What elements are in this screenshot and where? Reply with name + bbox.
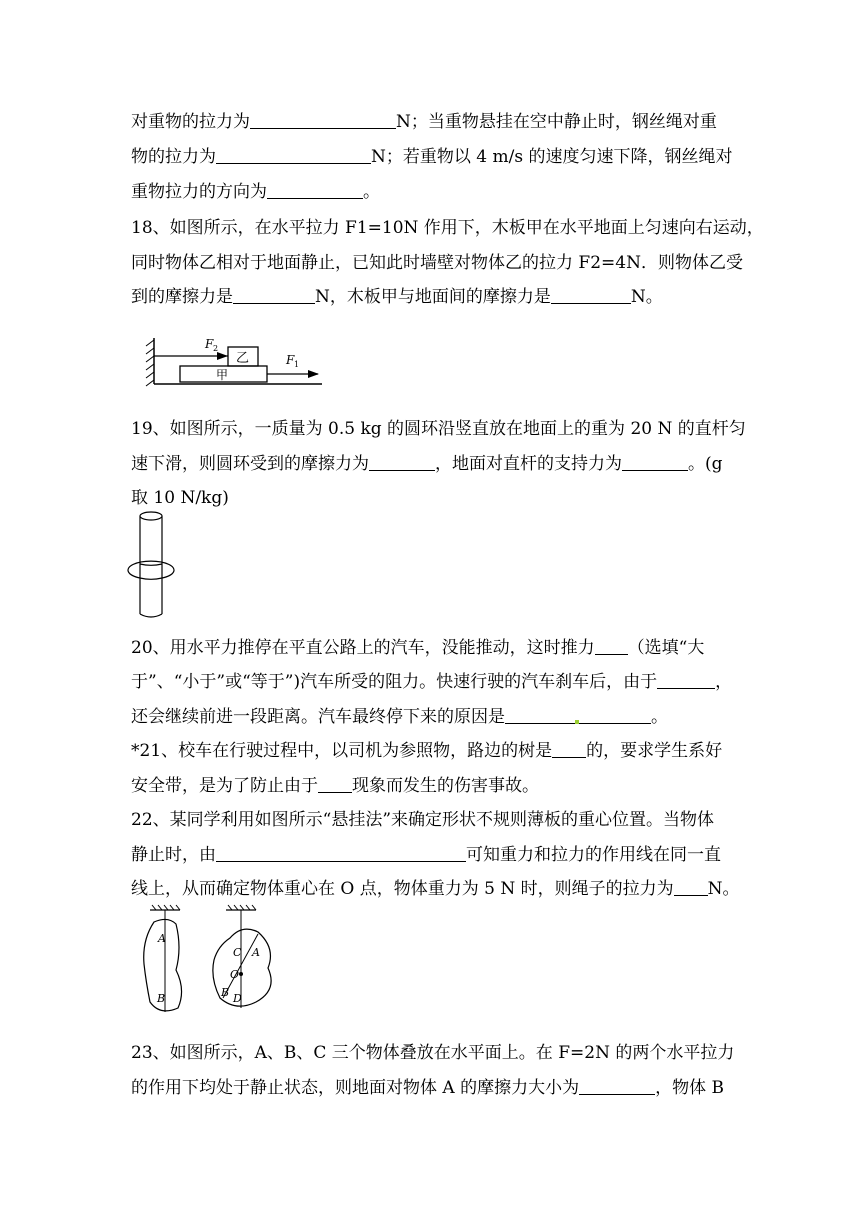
q20-line-1 [131,636,704,660]
text: 现象而发生的伤害事故。 [352,776,539,796]
text: N。 [707,879,740,899]
q20-line-2 [131,670,732,694]
f1-arrowhead [308,370,319,378]
text: 可知重力和拉力的作用线在同一直 [466,845,721,865]
text: N；若重物以 4 m/s 的速度匀速下降，钢丝绳对 [371,147,733,167]
text: ，地面对直杆的支持力为 [435,454,622,474]
label-b2: B [221,986,230,999]
q19-line-1: 19、如图所示，一质量为 0.5 kg 的圆环沿竖直放在地面上的重为 20 N 的直杆匀 [131,419,746,439]
q18-line-1: 18、如图所示，在水平拉力 F1=10N 作用下，木板甲在水平地面上匀速向右运动， [131,218,764,238]
f2-subscript: 2 [213,344,219,353]
answer-blank[interactable] [595,637,628,655]
board-label: 甲 [216,368,229,382]
label-c: C [233,946,242,959]
text: 。 [651,707,668,727]
text: 对重物的拉力为 [131,112,250,132]
q22-line-2 [131,843,721,867]
f2-label: F [205,337,214,351]
text: 线上，从而确定物体重心在 O 点，物体重力为 5 N 时，则绳子的拉力为 [131,879,674,899]
q23-line-2 [131,1076,724,1100]
answer-blank[interactable] [216,844,466,862]
answer-blank[interactable] [233,286,315,304]
q21-line-2 [131,774,539,798]
label-o: O [230,968,240,981]
text: 。 [363,182,380,202]
answer-blank[interactable] [551,286,631,304]
f1-label: F [286,353,295,367]
text: 重物拉力的方向为 [131,182,267,202]
text: N；当重物悬挂在空中静止时，钢丝绳对重 [396,112,717,132]
label-a2: A [252,946,260,959]
q18-line-2: 同时物体乙相对于地面静止，已知此时墙壁对物体乙的拉力 F2=4N．则物体乙受 [131,253,743,273]
label-a1: A [158,932,166,945]
q17-line-1 [131,110,717,134]
answer-blank[interactable] [579,1077,655,1095]
q18-line-3 [131,285,663,309]
q20-line-3 [131,705,668,729]
answer-blank[interactable] [622,453,688,471]
text: *21、校车在行驶过程中，以司机为参照物，路边的树是 [131,741,553,761]
text: 的，要求学生系好 [586,741,723,761]
answer-blank[interactable] [552,740,586,758]
text: 速下滑，则圆环受到的摩擦力为 [131,454,369,474]
text: （选填“大 [627,638,705,658]
ring-back [140,564,162,565]
text: 于”、“小于”或“等于”)汽车所受的阻力。快速行驶的汽车刹车后，由于 [131,672,658,692]
block-label: 乙 [236,351,250,366]
text: 还会继续前进一段距离。汽车最终停下来的原因是 [131,707,505,727]
answer-blank[interactable] [674,878,708,896]
text: 到的摩擦力是 [131,287,233,307]
rod-bottom [140,614,162,617]
f1-subscript: 1 [294,360,300,369]
answer-blank[interactable] [505,706,651,724]
rod-top [140,512,162,520]
q17-line-3 [131,180,380,204]
q22-figure [130,904,300,1016]
point-o [239,972,243,976]
text: N。 [630,287,663,307]
answer-blank[interactable] [657,671,715,689]
answer-blank[interactable] [267,181,363,199]
q17-line-2 [131,145,732,169]
right-plate [213,905,271,1008]
answer-blank[interactable] [369,453,435,471]
text: 的作用下均处于静止状态，则地面对物体 A 的摩擦力大小为 [131,1078,580,1098]
answer-blank[interactable] [216,146,371,164]
text: 安全带，是为了防止由于 [131,776,318,796]
f2-arrowhead [217,352,228,360]
text: 20、用水平力推停在平直公路上的汽车，没能推动，这时推力 [131,638,595,658]
text: ，物体 B [655,1078,724,1098]
q23-line-1: 23、如图所示，A、B、C 三个物体叠放在水平面上。在 F=2N 的两个水平拉力 [131,1043,735,1063]
q22-line-3 [131,877,740,901]
left-plate [144,905,182,1012]
q21-line-1 [131,739,722,763]
text: N，木板甲与地面间的摩擦力是 [315,287,551,307]
q19-figure [124,508,180,622]
label-d: D [233,992,242,1005]
text: 物的拉力为 [131,147,216,167]
answer-blank[interactable] [318,775,352,793]
q19-line-3: 取 10 N/kg) [131,488,229,508]
q18-figure [140,330,330,396]
text: 。(g [688,454,723,474]
q22-line-1: 22、某同学利用如图所示“悬挂法”来确定形状不规则薄板的重心位置。当物体 [131,810,715,830]
ring [128,561,174,579]
text: 静止时，由 [131,845,216,865]
q19-line-2 [131,452,723,476]
label-b1: B [157,992,166,1005]
answer-blank[interactable] [250,111,396,129]
green-dot [575,720,579,724]
text: ， [715,672,733,692]
